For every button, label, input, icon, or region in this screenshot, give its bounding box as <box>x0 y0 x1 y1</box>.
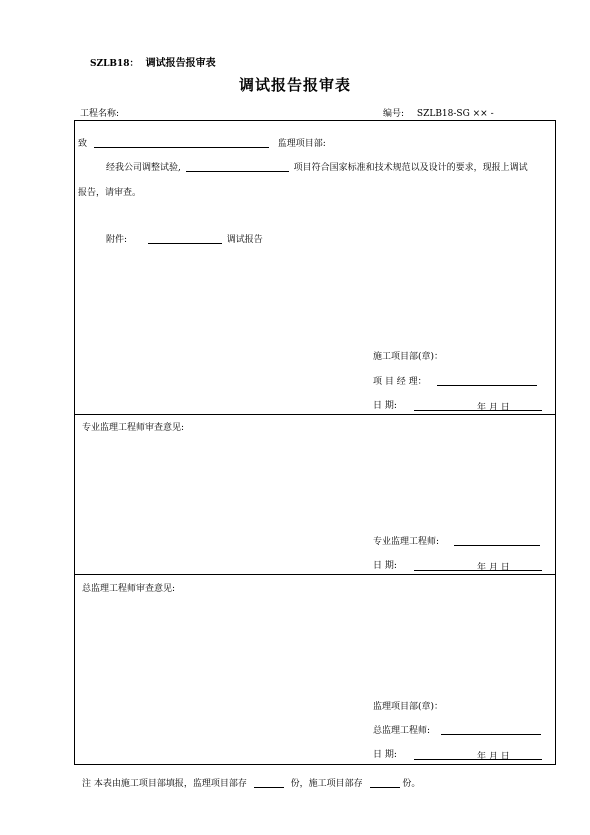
statement-prefix: 经我公司调整试验, <box>106 163 181 173</box>
date-ymd-2: 年 月 日 <box>477 563 510 573</box>
construction-copies-blank[interactable] <box>370 777 400 788</box>
form-code-title: 调试报告报审表 <box>145 58 216 69</box>
statement-suffix: 项目符合国家标准和技术规范以及设计的要求，现报上调试 <box>293 163 528 173</box>
date-label-3: 日 期: <box>373 750 397 760</box>
section-divider-2 <box>74 574 556 575</box>
specialist-engineer-blank[interactable] <box>454 535 540 546</box>
project-name-label: 工程名称: <box>80 109 120 119</box>
to-prefix: 致 <box>78 139 88 149</box>
attachment-suffix: 调试报告 <box>226 235 263 245</box>
chief-engineer-line <box>373 723 541 736</box>
statement-line-2: 报告，请审查。 <box>78 188 142 198</box>
project-manager-line <box>373 374 537 387</box>
recipient-blank[interactable] <box>94 137 269 148</box>
specialist-engineer-label: 专业监理工程师: <box>373 537 440 547</box>
form-table <box>74 120 556 765</box>
number-label: 编号: <box>383 109 405 119</box>
number-value: SZLB18-SG ×× - <box>416 109 494 119</box>
date-line-1 <box>373 398 542 411</box>
footer-note-prefix: 注 本表由施工项目部填报，监理项目部存 <box>82 779 247 789</box>
chief-engineer-blank[interactable] <box>441 724 541 735</box>
date-line-2 <box>373 558 542 571</box>
statement-line-1 <box>106 160 528 173</box>
chief-engineer-label: 总监理工程师: <box>373 726 431 736</box>
date-label-1: 日 期: <box>373 401 397 411</box>
form-code <box>90 54 216 69</box>
supervision-dept-seal: 监理项目部(章)： <box>373 702 444 712</box>
project-manager-label: 项 目 经 理： <box>373 377 427 387</box>
project-blank[interactable] <box>186 161 289 172</box>
date-blank-2[interactable] <box>414 560 542 571</box>
number-field <box>383 106 494 119</box>
date-blank-3[interactable] <box>414 749 542 760</box>
attachment-label: 附件: <box>106 235 128 245</box>
construction-dept-seal: 施工项目部(章)： <box>373 352 444 362</box>
date-blank-1[interactable] <box>414 400 542 411</box>
section-divider-1 <box>74 414 556 415</box>
attachment-line <box>106 232 263 245</box>
footer-note-suffix: 份。 <box>402 779 421 789</box>
date-ymd-1: 年 月 日 <box>477 403 510 413</box>
date-ymd-3: 年 月 日 <box>477 752 510 762</box>
supervision-copies-blank[interactable] <box>254 777 284 788</box>
form-code-number: SZLB18： <box>90 59 139 69</box>
specialist-engineer-line <box>373 534 540 547</box>
supervision-dept-label: 监理项目部: <box>277 139 326 149</box>
date-label-2: 日 期: <box>373 561 397 571</box>
chief-opinion-label: 总监理工程师审查意见: <box>82 584 176 594</box>
footer-note <box>82 776 420 789</box>
project-manager-blank[interactable] <box>437 375 537 386</box>
to-line <box>78 136 326 149</box>
date-line-3 <box>373 747 542 760</box>
attachment-blank[interactable] <box>148 233 222 244</box>
page-title: 调试报告报审表 <box>238 76 351 94</box>
footer-note-mid: 份，施工项目部存 <box>290 779 363 789</box>
specialist-opinion-label: 专业监理工程师审查意见: <box>82 423 185 433</box>
